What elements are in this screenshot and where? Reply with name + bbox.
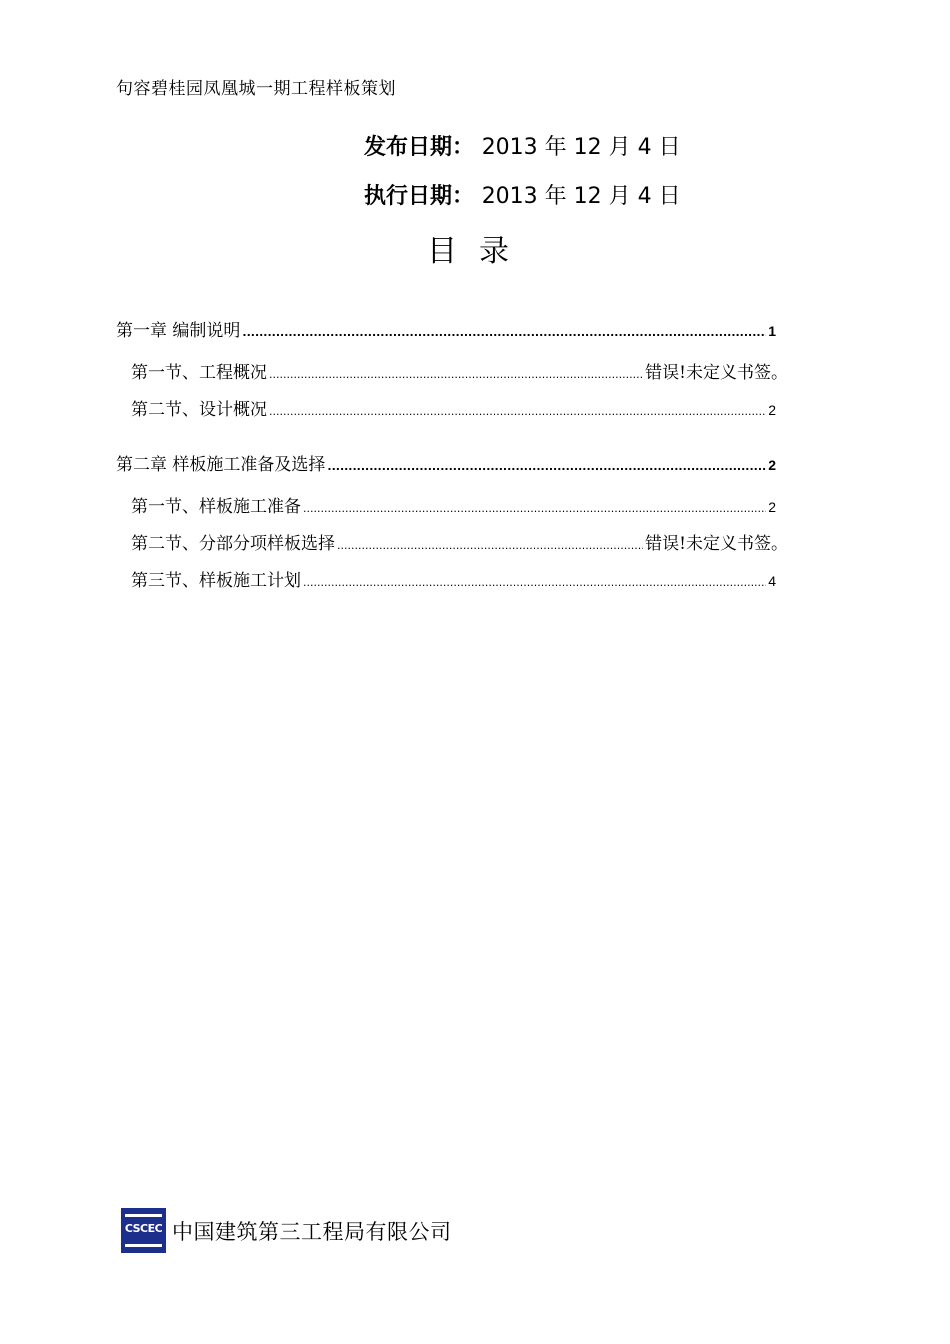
toc-entry-label: 第二章 样板施工准备及选择 — [116, 455, 326, 475]
execution-date — [364, 179, 681, 210]
toc-leader-dots — [337, 539, 643, 552]
toc-chapter-2[interactable] — [116, 450, 776, 484]
toc-page-number: 1 — [768, 323, 776, 339]
toc-section-1-2[interactable] — [116, 395, 776, 432]
toc-section-2-2[interactable] — [116, 529, 788, 566]
toc-page-number: 4 — [768, 573, 776, 589]
toc-page-number: 错误!未定义书签。 — [645, 534, 788, 554]
toc-page-number: 2 — [768, 402, 776, 418]
toc-page-number: 2 — [768, 499, 776, 515]
toc-page-number: 2 — [768, 457, 776, 473]
execution-date-value: 2013 年 12 月 4 日 — [481, 184, 681, 209]
toc-entry-label: 第三节、样板施工计划 — [131, 571, 301, 591]
table-of-contents — [116, 316, 788, 603]
execution-date-label: 执行日期： — [364, 184, 475, 209]
publish-date-label: 发布日期： — [364, 135, 475, 160]
company-logo — [121, 1208, 166, 1253]
toc-entry-label: 第一节、样板施工准备 — [131, 497, 301, 517]
toc-section-2-1[interactable] — [116, 492, 776, 529]
toc-entry-label: 第一章 编制说明 — [116, 321, 241, 341]
toc-entry-label: 第二节、分部分项样板选择 — [131, 534, 335, 554]
toc-page-number: 错误!未定义书签。 — [645, 363, 788, 383]
toc-entry-label: 第一节、工程概况 — [131, 363, 267, 383]
toc-leader-dots — [303, 576, 766, 589]
toc-section-1-1[interactable] — [116, 358, 788, 395]
document-header: 句容碧桂园凤凰城一期工程样板策划 — [116, 79, 396, 99]
logo-bar-top — [125, 1214, 162, 1217]
publish-date-value: 2013 年 12 月 4 日 — [481, 135, 681, 160]
company-name: 中国建筑第三工程局有限公司 — [172, 1219, 452, 1244]
toc-chapter-1[interactable] — [116, 316, 776, 350]
toc-leader-dots — [303, 502, 766, 515]
toc-leader-dots — [242, 326, 766, 339]
toc-leader-dots — [327, 460, 766, 473]
page-footer — [121, 1208, 452, 1253]
toc-entry-label: 第二节、设计概况 — [131, 400, 267, 420]
toc-leader-dots — [269, 368, 643, 381]
publish-date — [364, 130, 681, 161]
toc-section-2-3[interactable] — [116, 566, 776, 603]
logo-text: CSCEC — [124, 1222, 163, 1235]
toc-leader-dots — [269, 405, 766, 418]
toc-title: 目录 — [427, 234, 531, 269]
logo-bar-bottom — [125, 1244, 162, 1247]
